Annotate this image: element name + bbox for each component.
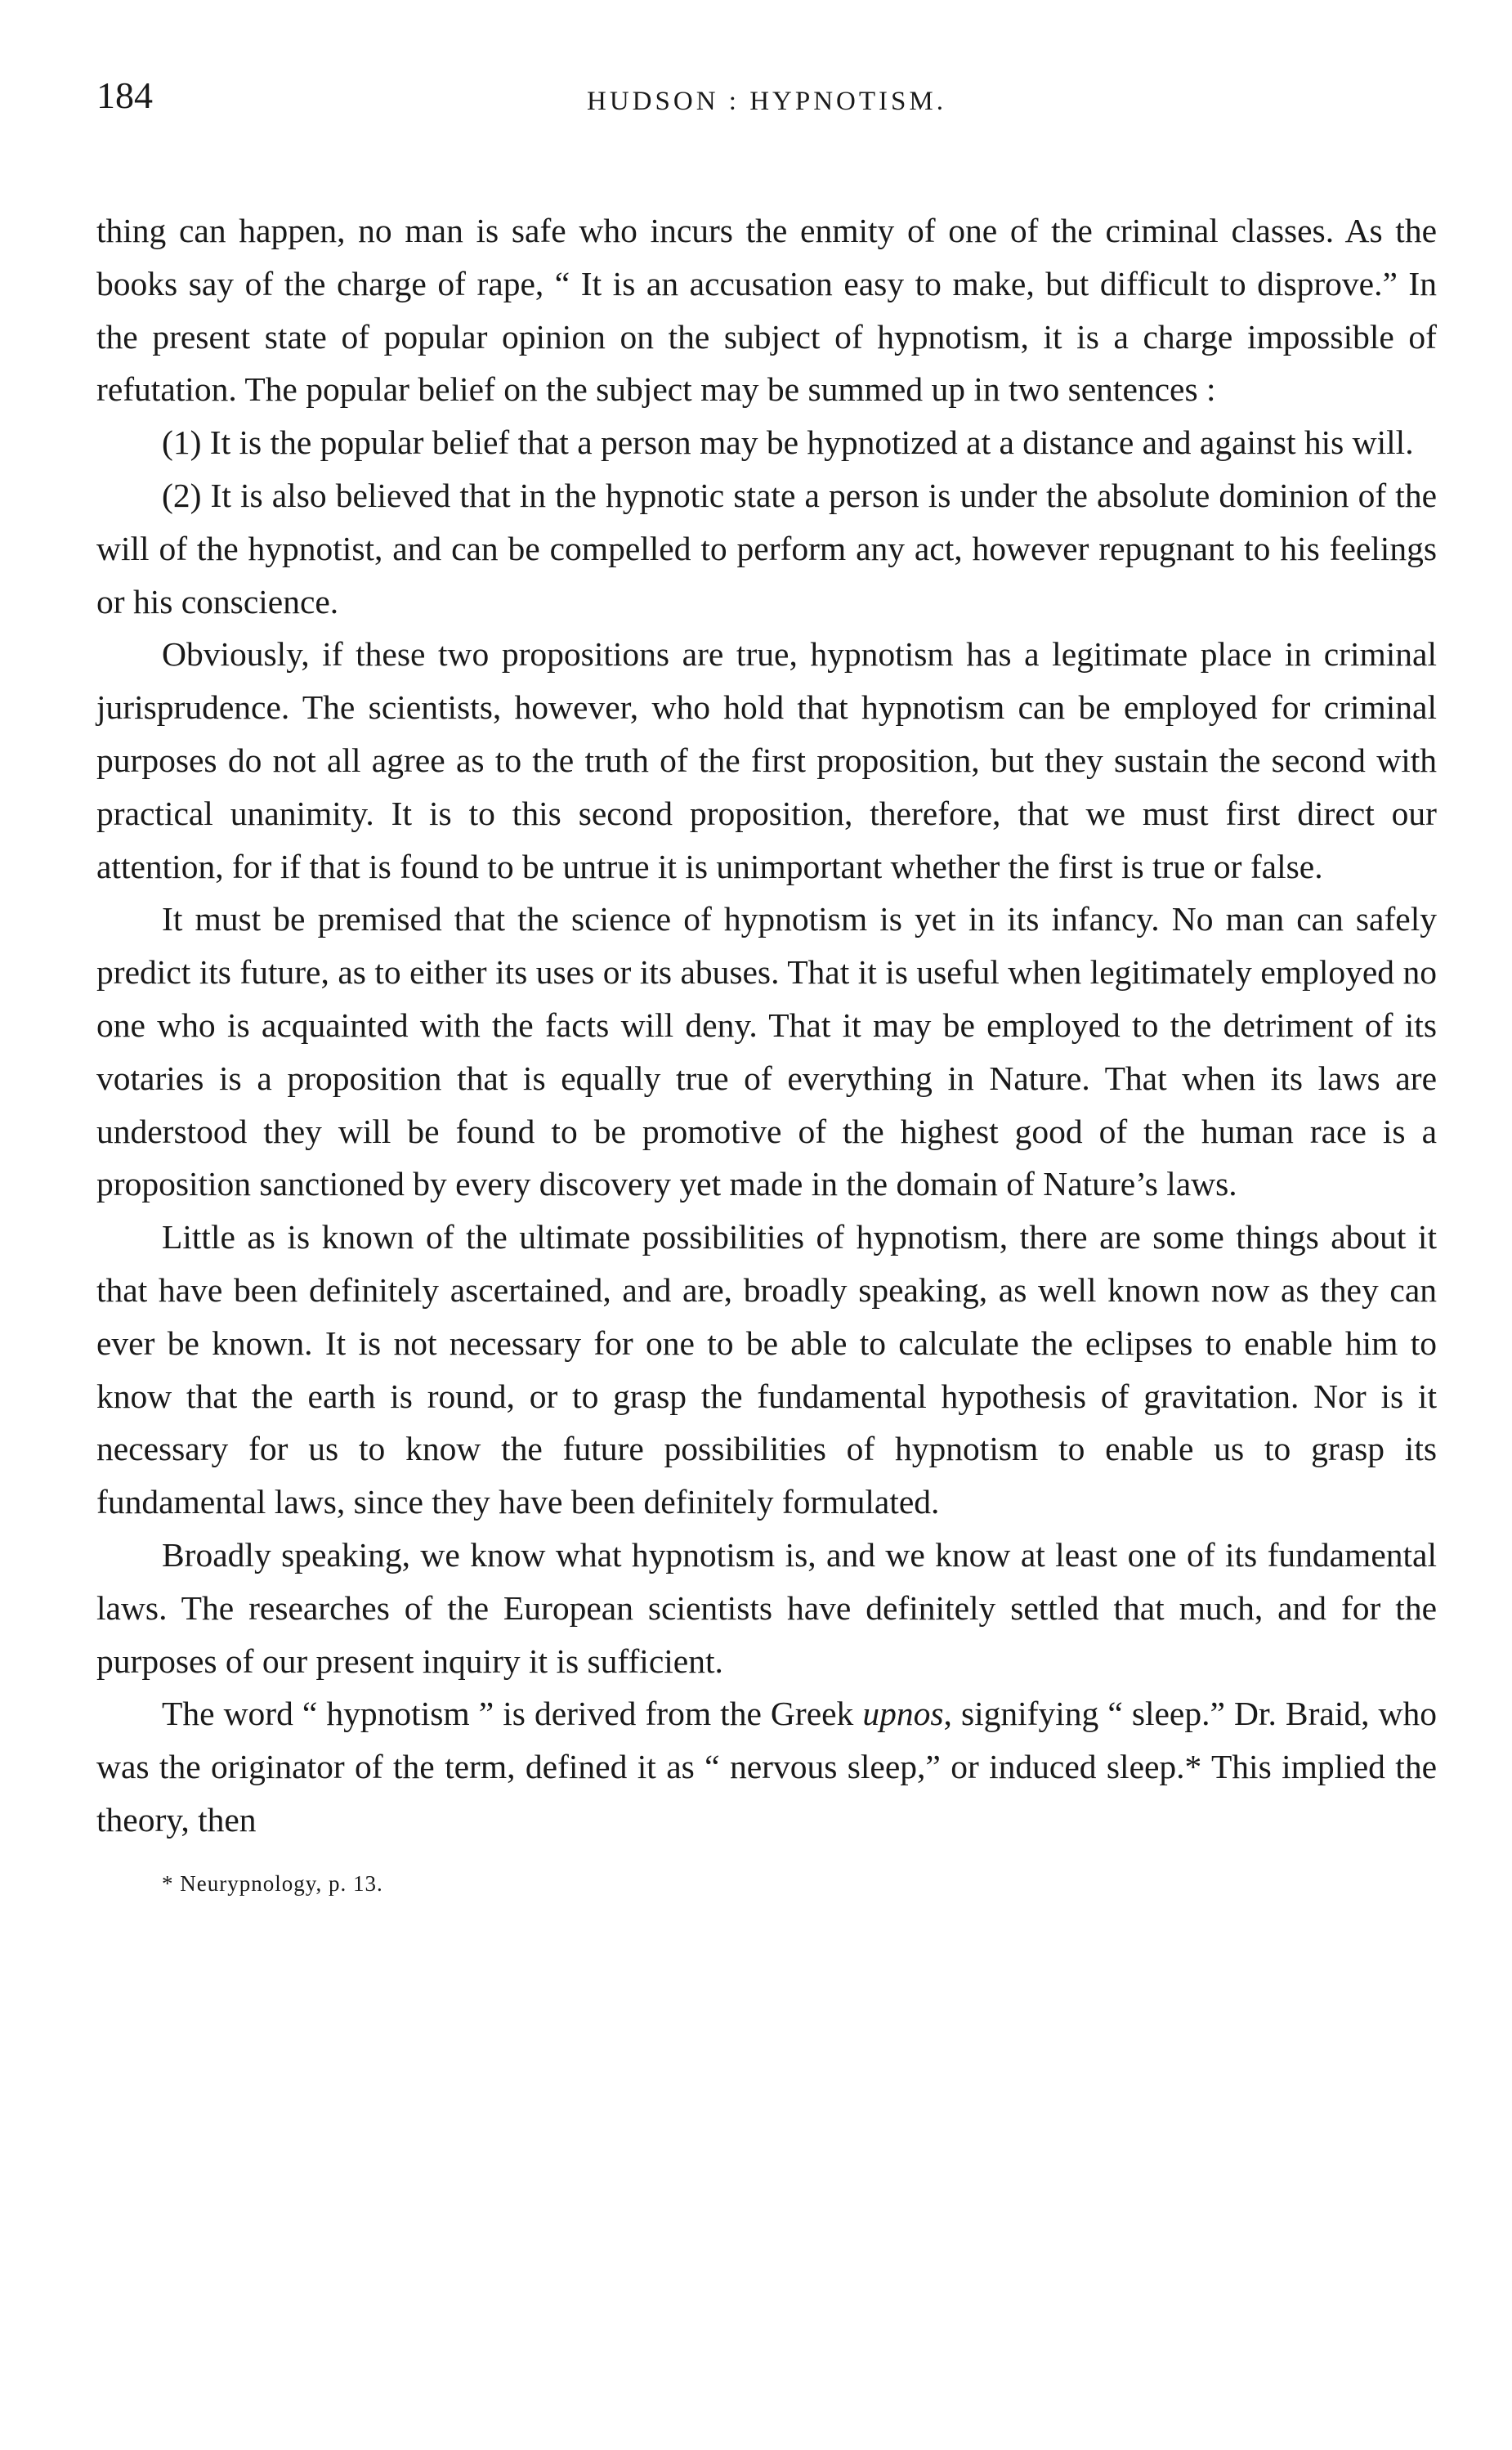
paragraph-broadly-speaking: Broadly speaking, we know what hypnotism is, and we know at least one of its fundamental laws. The researches of the European scientists have definitely settled that much, and for the purposes of our present inquiry it is sufficient. [96, 1535, 1437, 1680]
book-page [96, 74, 1437, 1897]
paragraph-little-known: Little as is known of the ultimate possibilities of hypnotism, there are some things about it that have been definitely ascertained, and are, broadly speaking, as well known now as they can ever be known. It is not necessary for one to be able to calculate the eclipses to enable him to know that the earth is round, or to grasp the fundamental hypothesis of gravitation. Nor is it necessary for us to know the future possibilities of hypnotism to enable us to grasp its fundamental laws, since they have been definitely formulated. [96, 1218, 1437, 1521]
greek-word: upnos [862, 1695, 944, 1733]
paragraph-proposition-2: (2) It is also believed that in the hypnotic state a person is under the absolute dominion of the will of the hypnotist, and can be compelled to perform any act, however repugnant to his feelings or his conscience. [96, 476, 1437, 620]
paragraph-text-after-greek: , signifying “ sleep.” Dr. Braid, who was the originator of the term, defined it as “ nervous sleep,” or induced sleep.* This implied the theory, then [96, 1695, 1437, 1839]
paragraph-premised: It must be premised that the science of hypnotism is yet in its infancy. No man can safely predict its future, as to either its uses or its abuses. That it is useful when legitimately employed no one who is acquainted with the facts will deny. That it may be employed to the detriment of its votaries is a proposition that is equally true of everything in Nature. That when its laws are understood they will be found to be promotive of the highest good of the human race is a proposition sanctioned by every discovery yet made in the domain of Nature’s laws. [96, 900, 1437, 1203]
footnote: * Neurypnology, p. 13. [162, 1870, 383, 1896]
paragraph-word-hypnotism [96, 1687, 1437, 1846]
page-number: 184 [96, 74, 153, 116]
paragraph-text-before-greek: The word “ hypnotism ” is derived from the Greek [162, 1695, 863, 1733]
running-head [96, 74, 1437, 131]
paragraph-obviously: Obviously, if these two propositions are true, hypnotism has a legitimate place in criminal jurisprudence. The scientists, however, who hold that hypnotism can be employed for criminal purposes do not all agree as to the truth of the first proposition, but they sustain the second with practical unanimity. It is to this second proposition, therefore, that we must first direct our attention, for if that is found to be untrue it is unimportant whether the first is true or false. [96, 635, 1437, 885]
paragraph-continued: thing can happen, no man is safe who incurs the enmity of one of the criminal classes. As the books say of the charge of rape, “ It is an accusation easy to make, but difficult to disprove.” In the present state of popular opinion on the subject of hypnotism, it is a charge impossible of refutation. The popular belief on the subject may be summed up in two sentences : [96, 212, 1437, 409]
body-text [96, 204, 1437, 1847]
paragraph-proposition-1: (1) It is the popular belief that a person may be hypnotized at a distance and against his will. [162, 423, 1414, 462]
running-title: HUDSON : HYPNOTISM. [587, 87, 946, 116]
